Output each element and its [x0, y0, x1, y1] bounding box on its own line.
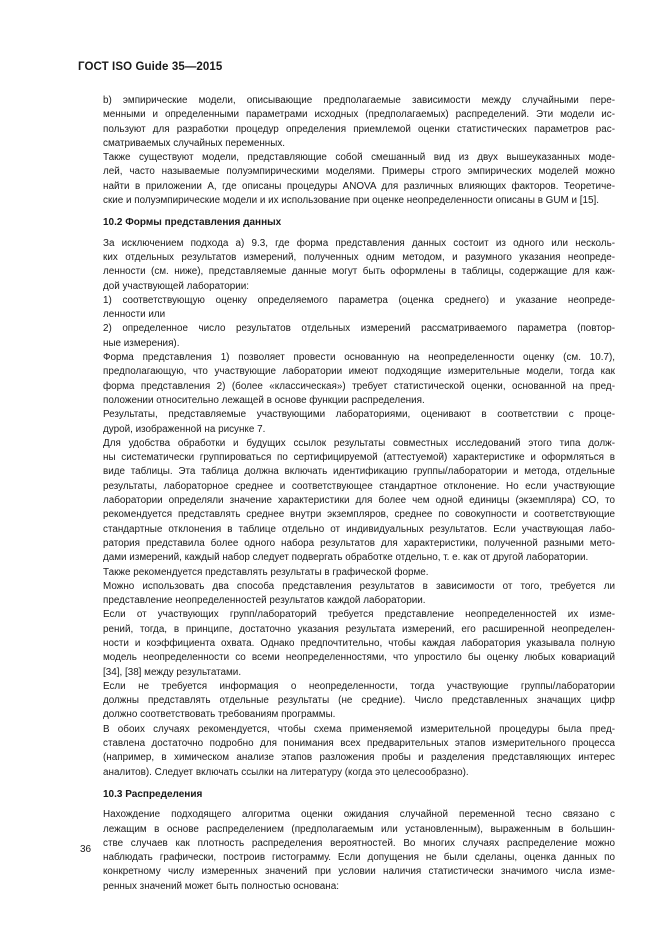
page-number: 36: [80, 844, 92, 855]
paragraph-line: форма представления 2) (более «классическая») требует статистической оценки, основанной на пред-: [103, 380, 615, 392]
paragraph-line: ратория представила более одного набора результатов для характеристики, полученной разными мето-: [103, 537, 615, 549]
section-intro: [79, 94, 615, 208]
paragraph-line: менными и определенными параметрами исходных (предполагаемых) распределений. Эти модели ис-: [103, 109, 615, 121]
paragraph: [79, 408, 615, 437]
paragraph-line: стве случаев как плотность распределения вероятностей. Во многих случаях распределение можно: [103, 837, 615, 849]
paragraph-line: найти в приложении А, где описаны процедуры ANOVA для различных влияющих факторов. Теоретиче-: [103, 180, 615, 192]
paragraph-line: лежащим в основе распределением (предполагаемым или установленным), выраженным в большин-: [103, 823, 615, 835]
paragraph-line: виде таблицы. Эта таблица должна включать идентификацию группы/лаборатории и метода, отдельные: [103, 466, 615, 478]
section-10-2-body: [79, 237, 615, 780]
paragraph-line: ренных значений может быть полностью основана:: [103, 880, 339, 892]
paragraph-line: ские и полуэмпирические модели и их использование при оценке неопределенности описаны в GUM и [15].: [103, 195, 599, 207]
page-header-title: ГОСТ ISO Guide 35—2015: [78, 61, 223, 73]
paragraph: [79, 580, 615, 609]
paragraph-line: ленности или: [103, 309, 166, 321]
paragraph-line: ленности (см. ниже), представляемые данные могут быть оформлены в таблицы, содержащие для каж-: [103, 266, 615, 278]
paragraph-line: За исключением подхода а) 9.3, где форма представления данных состоит из одного или несколь-: [103, 237, 615, 249]
paragraph: [79, 566, 615, 580]
paragraph-line: Нахождение подходящего алгоритма оценки ожидания случайной переменной тесно связано с: [103, 809, 615, 821]
paragraph: [79, 151, 615, 208]
paragraph-line: положении относительно лежащей в основе функции распределения.: [103, 394, 425, 406]
paragraph-line: ких отдельных результатов измерений, полученных одним методом, и разумного указания неопреде-: [103, 251, 615, 263]
paragraph-line: Если от участвующих групп/лабораторий требуется представление неопределенностей их изме-: [103, 609, 615, 621]
paragraph-line: рекомендуется представлять среднее внутри экземпляров, среднее по совокупности и соответствующие: [103, 509, 615, 521]
paragraph-line: Форма представления 1) позволяет провести основанную на неопределенности оценку (см. 10.7),: [103, 352, 615, 364]
paragraph: [79, 808, 615, 894]
paragraph: [79, 237, 615, 294]
paragraph-line: Также существуют модели, представляющие собой смешанный вид из двух вышеуказанных моде-: [103, 152, 615, 164]
paragraph: [79, 294, 615, 323]
paragraph-line: сматриваемых случайных переменных.: [103, 137, 286, 149]
paragraph-line: b) эмпирические модели, описывающие предполагаемые зависимости между случайными пере-: [103, 95, 615, 106]
paragraph-line: представление неопределенностей результатов каждой лаборатории.: [103, 595, 426, 607]
paragraph-line: стандартные отклонения в таблице отдельно от индивидуальных результатов. Если участвующая лабо-: [103, 523, 615, 535]
paragraph: [79, 322, 615, 351]
paragraph-line: должны представлять отдельные результаты (не средние). Число представленных значащих цифр: [103, 695, 615, 707]
paragraph-line: ны систематически группироваться по сертифицируемой (аттестуемой) характеристике и оформляться в: [103, 452, 615, 464]
paragraph-line: Если не требуется информация о неопределенности, тогда участвующие группы/лаборатории: [103, 680, 615, 692]
paragraph-line: предполагающую, что участвующие лаборатории имеют подходящие измерительные модели, тогда как: [103, 366, 615, 378]
paragraph-line: лей, часто называемые полуэмпирическими моделями. Примеры строго эмпирических моделей можно: [103, 166, 615, 178]
paragraph: [79, 351, 615, 408]
paragraph-line: аналитов). Следует включать ссылки на литературу (когда это целесообразно).: [103, 766, 469, 778]
section-heading-10-2: 10.2 Формы представления данных: [103, 217, 282, 229]
paragraph-line: Для удобства обработки и будущих ссылок результаты совместных исследований этого типа долж-: [103, 437, 615, 449]
paragraph-line: должно соответствовать требованиям программы.: [103, 709, 336, 721]
paragraph: [79, 723, 615, 780]
paragraph-line: 1) соответствующую оценку определяемого параметра (оценка среднего) и указание неопреде-: [103, 294, 615, 306]
document-body: [79, 94, 615, 894]
paragraph-line: конкретному числу измеренных значений при условии наличия статистически значимого числа изме-: [103, 866, 615, 878]
paragraph-line: дурой, изображенной на рисунке 7.: [103, 423, 266, 435]
paragraph-line: ности и коэффициента охвата. Однако предпочтительно, чтобы каждая лаборатория указывала полную: [103, 637, 615, 649]
paragraph-line: Можно использовать два способа представления результатов в зависимости от того, требуется ли: [103, 580, 615, 592]
paragraph-line: ставлена достаточно подробно для понимания всех предварительных этапов измерительного процесса: [103, 738, 615, 750]
paragraph-line: [34], [38] между результатами.: [103, 666, 242, 678]
paragraph-line: результаты, лабораторное среднее и соответствующее стандартное отклонение. Но если участвующие: [103, 480, 615, 492]
paragraph: [79, 437, 615, 566]
paragraph-line: рений, тогда, в принципе, достаточно указания результата измерений, его расширенной неопределен-: [103, 623, 615, 635]
paragraph: [79, 680, 615, 723]
paragraph-line: дой участвующей лаборатории:: [103, 280, 250, 292]
paragraph-line: дами измерений, каждый набор следует подвергать обработке отдельно, т. е. как от другой лаборатории.: [103, 552, 589, 564]
paragraph-line: 2) определенное число результатов отдельных измерений рассматриваемого параметра (повтор-: [103, 323, 615, 335]
paragraph-line: модель неопределенности со всеми неопределенностями, что упростило бы оценку любых ковариаций: [103, 652, 615, 664]
paragraph: [79, 94, 615, 151]
section-10-3-body: [79, 808, 615, 894]
paragraph-line: пользуют для разработки процедур определения приемлемой оценки статистических параметров рас-: [103, 123, 615, 135]
paragraph-line: лаборатории определяли значение характеристики для более чем одной единицы (экземпляра) СО, то: [103, 495, 615, 507]
paragraph-line: Также рекомендуется представлять результаты в графической форме.: [103, 566, 429, 578]
paragraph: [79, 608, 615, 679]
paragraph-line: (например, в химическом анализе этапов разложения пробы и разделения представляющих интерес: [103, 752, 615, 764]
paragraph-line: наблюдать графически, построив гистограмму. Если допущения не были сделаны, оценка данных по: [103, 852, 615, 864]
paragraph-line: ные измерения).: [103, 337, 180, 349]
paragraph-line: Результаты, представляемые участвующими лабораториями, оценивают в соответствии с проце-: [103, 409, 615, 421]
paragraph-line: В обоих случаях рекомендуется, чтобы схема применяемой измерительной процедуры была пред-: [103, 723, 615, 735]
section-heading-10-3: 10.3 Распределения: [103, 788, 203, 800]
